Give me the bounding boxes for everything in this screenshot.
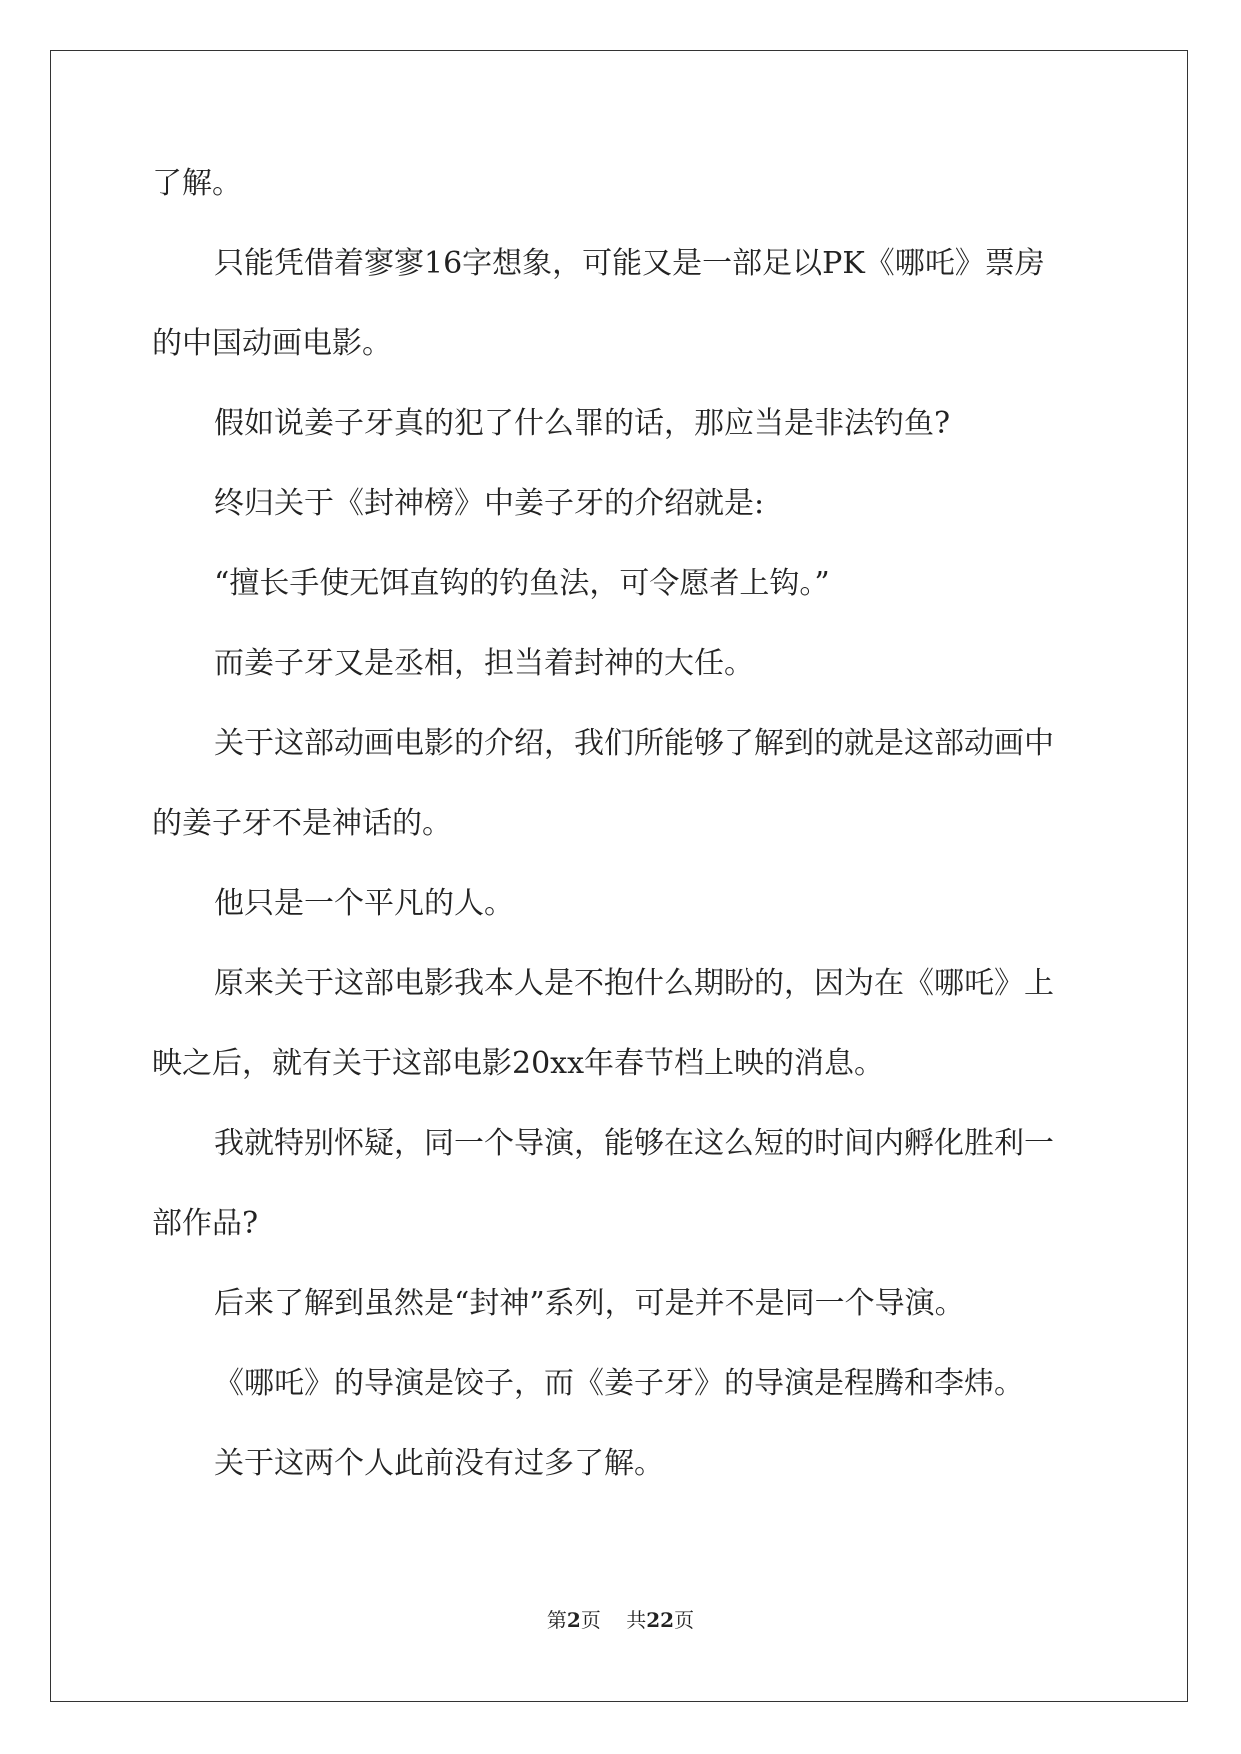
- footer-middle: 页 共: [580, 1608, 647, 1632]
- body-line-2: 只能凭借着寥寥16字想象，可能又是一部足以PK《哪吒》票房: [214, 246, 1045, 281]
- body-line-13: 我就特别怀疑，同一个导演，能够在这么短的时间内孵化胜利一: [214, 1126, 1054, 1161]
- body-line-7: 而姜子牙又是丞相，担当着封神的大任。: [214, 646, 754, 681]
- body-line-10: 他只是一个平凡的人。: [214, 886, 514, 921]
- body-line-8: 关于这部动画电影的介绍，我们所能够了解到的就是这部动画中: [214, 726, 1054, 761]
- body-line-17: 关于这两个人此前没有过多了解。: [214, 1446, 664, 1481]
- footer-total-pages: 22: [646, 1608, 675, 1632]
- body-line-1: 了解。: [152, 166, 242, 201]
- body-line-3: 的中国动画电影。: [152, 326, 392, 361]
- footer-prefix: 第: [546, 1608, 567, 1632]
- body-line-12: 映之后，就有关于这部电影20xx年春节档上映的消息。: [152, 1046, 885, 1081]
- body-line-11: 原来关于这部电影我本人是不抱什么期盼的，因为在《哪吒》上: [214, 966, 1054, 1001]
- body-line-4: 假如说姜子牙真的犯了什么罪的话，那应当是非法钓鱼?: [214, 406, 951, 441]
- body-line-5: 终归关于《封神榜》中姜子牙的介绍就是:: [214, 486, 765, 521]
- footer-suffix: 页: [674, 1608, 695, 1632]
- body-line-6: “擅长手使无饵直钩的钓鱼法，可令愿者上钩。”: [214, 566, 830, 601]
- page-footer: [0, 1604, 1241, 1633]
- footer-page-number: 2: [566, 1608, 581, 1632]
- body-line-14: 部作品?: [152, 1206, 259, 1241]
- body-line-15: 后来了解到虽然是“封神”系列，可是并不是同一个导演。: [214, 1286, 965, 1321]
- body-line-9: 的姜子牙不是神话的。: [152, 806, 452, 841]
- body-line-16: 《哪吒》的导演是饺子，而《姜子牙》的导演是程腾和李炜。: [214, 1366, 1024, 1401]
